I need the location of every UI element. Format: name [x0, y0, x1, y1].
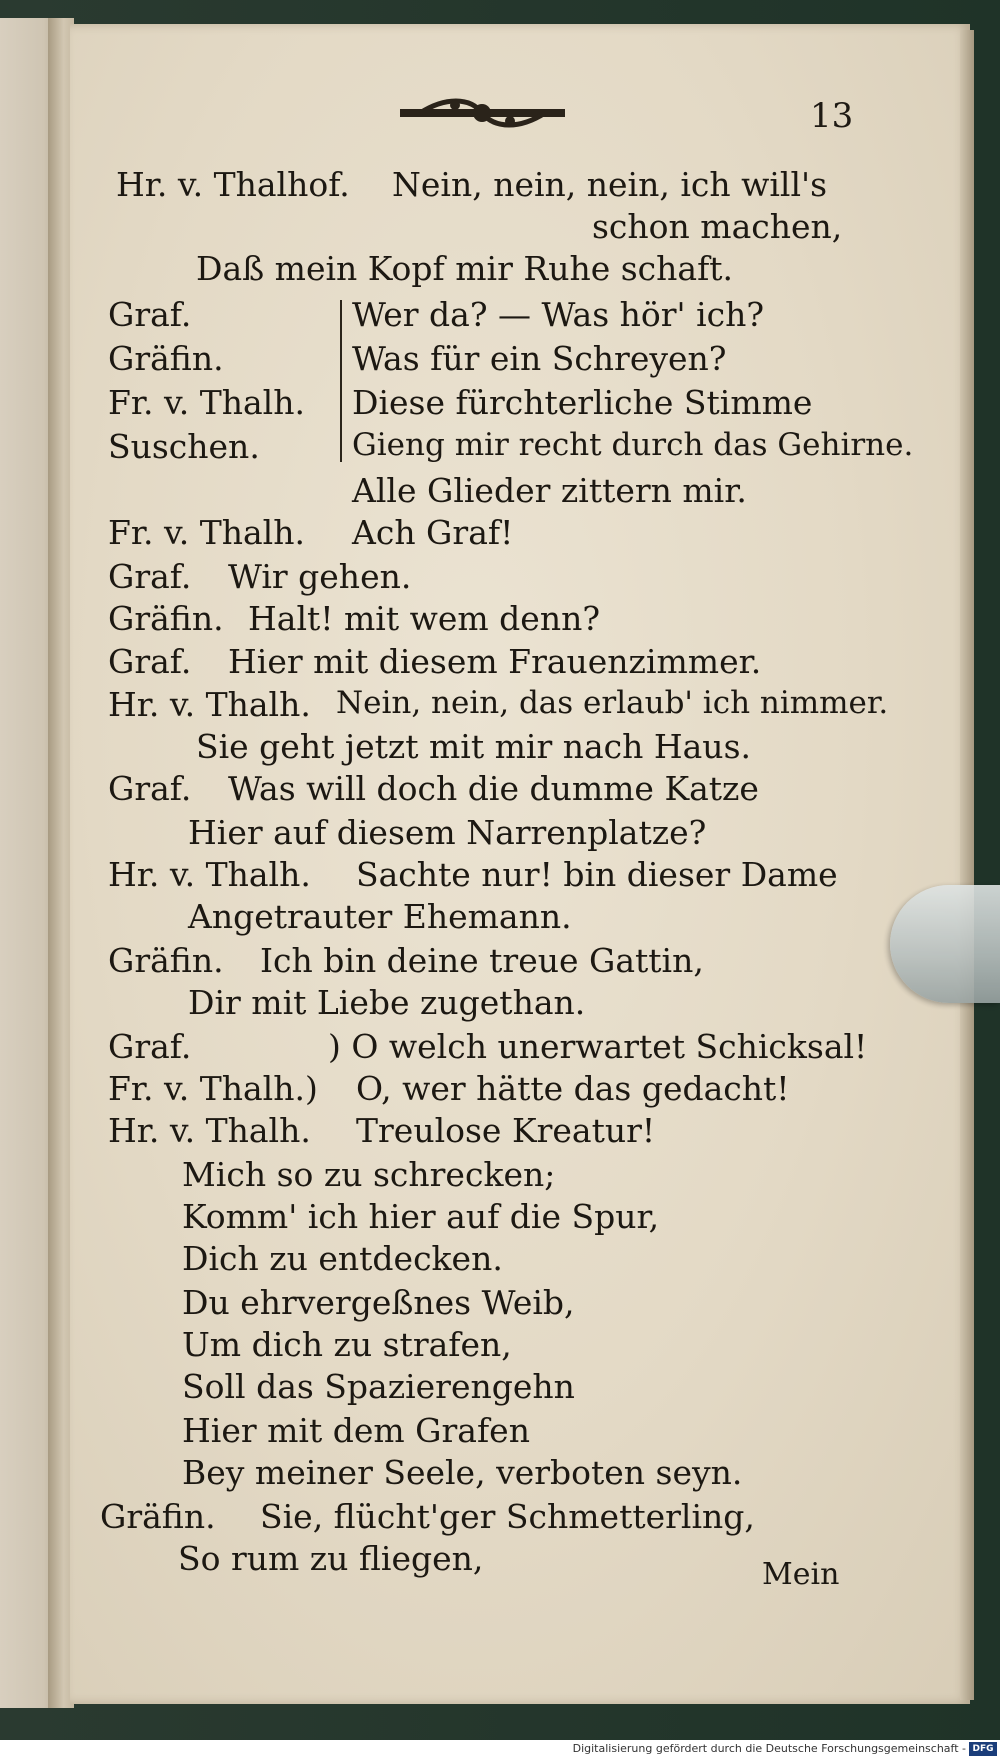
dialogue-line: Soll das Spazierengehn [182, 1367, 575, 1406]
speaker-group-bracket [340, 300, 348, 462]
dialogue-line: Nein, nein, nein, ich will's [392, 165, 828, 204]
dialogue-line: schon machen, [592, 207, 843, 246]
footer-bar [0, 1740, 1000, 1758]
dialogue-line: Sie, flücht'ger Schmetterling, [260, 1497, 755, 1536]
dialogue-line: Treulose Kreatur! [356, 1111, 656, 1150]
speaker-label: Gräfin. [108, 599, 224, 638]
speaker-label: Hr. v. Thalh. [108, 1111, 311, 1150]
dialogue-line: Halt! mit wem denn? [248, 599, 601, 638]
page-clip [890, 885, 1000, 1003]
dialogue-line: Was will doch die dumme Katze [228, 769, 759, 808]
dialogue-line: Wir gehen. [228, 557, 412, 596]
dialogue-line: Ach Graf! [352, 513, 514, 552]
dfg-logo-icon: DFG [969, 1742, 997, 1756]
speaker-label: Suschen. [108, 427, 260, 466]
catchword: Mein [762, 1557, 840, 1592]
dialogue-line: Nein, nein, das erlaub' ich nimmer. [336, 685, 889, 721]
speaker-label: Hr. v. Thalhof. [116, 165, 350, 204]
dialogue-line: Was für ein Schreyen? [352, 339, 727, 378]
dialogue-line: Mich so zu schrecken; [182, 1155, 556, 1194]
dialogue-line: Bey meiner Seele, verboten seyn. [182, 1453, 743, 1492]
dialogue-line: Komm' ich hier auf die Spur, [182, 1197, 660, 1236]
speaker-label: Graf. [108, 769, 192, 808]
dialogue-line: Ich bin deine treue Gattin, [260, 941, 704, 980]
dialogue-line: Daß mein Kopf mir Ruhe schaft. [196, 249, 734, 288]
speaker-label: Graf. [108, 557, 192, 596]
dialogue-line: Sachte nur! bin dieser Dame [356, 855, 838, 894]
speaker-label: Gräfin. [108, 941, 224, 980]
speaker-label: Gräfin. [108, 339, 224, 378]
speaker-label: Graf. [108, 642, 192, 681]
dialogue-line: Angetrauter Ehemann. [188, 897, 572, 936]
footer-credit: Digitalisierung gefördert durch die Deutsche Forschungsgemeinschaft - [572, 1742, 966, 1755]
dialogue-line: Alle Glieder zittern mir. [352, 471, 747, 510]
dialogue-line: Gieng mir recht durch das Gehirne. [352, 427, 914, 463]
speaker-label: Gräfin. [100, 1497, 216, 1536]
speaker-label: Hr. v. Thalh. [108, 855, 311, 894]
speaker-label: Fr. v. Thalh.) [108, 1069, 318, 1108]
speaker-label: Graf. [108, 295, 192, 334]
dialogue-line: Dir mit Liebe zugethan. [188, 983, 586, 1022]
dialogue-line: Diese fürchterliche Stimme [352, 383, 813, 422]
speaker-label: Hr. v. Thalh. [108, 685, 311, 724]
dialogue-line: Hier mit dem Grafen [182, 1411, 530, 1450]
speaker-label: Graf. [108, 1027, 192, 1066]
page-number: 13 [810, 96, 854, 136]
dialogue-line: Dich zu entdecken. [182, 1239, 503, 1278]
dialogue-line: Hier auf diesem Narrenplatze? [188, 813, 707, 852]
dialogue-line: Um dich zu strafen, [182, 1325, 512, 1364]
dialogue-line: ) O welch unerwartet Schicksal! [328, 1027, 868, 1066]
dialogue-line: Wer da? — Was hör' ich? [352, 295, 765, 334]
dialogue-line: Hier mit diesem Frauenzimmer. [228, 642, 762, 681]
speaker-label: Fr. v. Thalh. [108, 513, 305, 552]
dialogue-line: Du ehrvergeßnes Weib, [182, 1283, 575, 1322]
dialogue-line: So rum zu fliegen, [178, 1539, 484, 1578]
dialogue-line: Sie geht jetzt mit mir nach Haus. [196, 727, 751, 766]
speaker-label: Fr. v. Thalh. [108, 383, 305, 422]
dialogue-line: O, wer hätte das gedacht! [356, 1069, 790, 1108]
